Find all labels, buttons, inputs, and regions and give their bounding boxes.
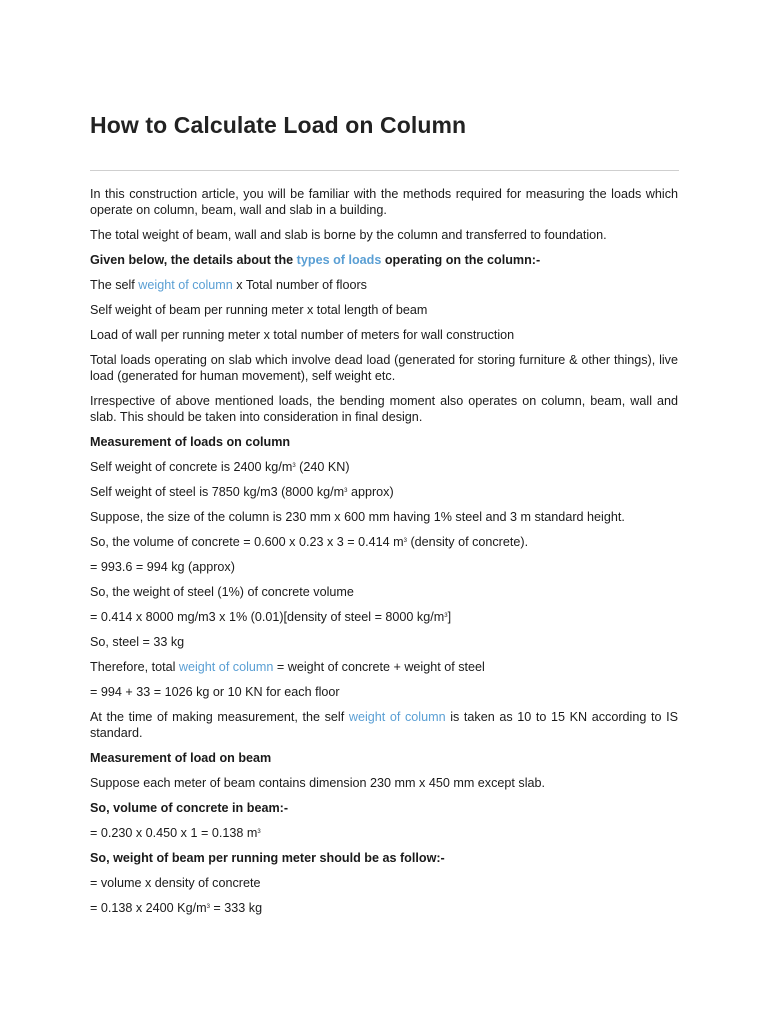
heading-beam-weight-per-meter: So, weight of beam per running meter should be as follow:- bbox=[90, 851, 445, 865]
paragraph-given-below: Given below, the details about the types of loads operating on the column:- bbox=[90, 253, 541, 267]
title-divider bbox=[90, 170, 679, 171]
heading-beam-concrete-volume: So, volume of concrete in beam:- bbox=[90, 801, 289, 815]
paragraph-wall-load: Load of wall per running meter x total number of meters for wall construction bbox=[90, 328, 515, 342]
heading-loads-on-column: Measurement of loads on column bbox=[90, 435, 291, 449]
link-weight-of-column-2[interactable]: weight of column bbox=[178, 660, 274, 674]
paragraph-total-weight: The total weight of beam, wall and slab is borne by the column and transferred to foundation. bbox=[90, 228, 607, 242]
paragraph-steel-calculation: = 0.414 x 8000 mg/m3 x 1% (0.01)[density of steel = 8000 $kg/m^3$] bbox=[90, 610, 452, 624]
paragraph-concrete-weight-result: = 993.6 = 994 kg (approx) bbox=[90, 560, 235, 574]
paragraph-bending-moment: Irrespective of above mentioned loads, the bending moment also operates on column, beam, wall and slab. This should be taken into consideration in final design. bbox=[90, 394, 678, 424]
paragraph-beam-volume-calc: = 0.230 x 0.450 x 1 = 0.138 $m^3$ bbox=[90, 826, 261, 840]
paragraph-total-column-weight: Therefore, total weight of column = weight of concrete + weight of steel bbox=[90, 660, 485, 674]
link-weight-of-column[interactable]: weight of column bbox=[138, 278, 233, 292]
paragraph-beam-weight-result: = 0.138 x 2400 $Kg/m^3 = 333$ kg bbox=[90, 901, 263, 915]
paragraph-steel-result: So, steel = 33 kg bbox=[90, 635, 185, 649]
paragraph-intro: In this construction article, you will be familiar with the methods required for measuring the loads which operate on column, beam, wall and slab in a building. bbox=[90, 187, 678, 217]
paragraph-per-floor-result: = 994 + 33 = 1026 kg or 10 KN for each floor bbox=[90, 685, 340, 699]
link-weight-of-column-3[interactable]: weight of column bbox=[348, 710, 446, 724]
paragraph-volume-times-density: = volume x density of concrete bbox=[90, 876, 261, 890]
article-title: How to Calculate Load on Column bbox=[90, 112, 467, 138]
paragraph-steel-weight-intro: So, the weight of steel (1%) of concrete volume bbox=[90, 585, 354, 599]
paragraph-self-weight-column: The self weight of column x Total number of floors bbox=[90, 278, 367, 292]
paragraph-steel-self-weight: Self weight of steel is 7850 kg/m3 (8000 $kg/m^3$ approx) bbox=[90, 485, 394, 499]
paragraph-concrete-volume: So, the volume of concrete = 0.600 x 0.23 x 3 = 0.414 $m^3$ (density of concrete). bbox=[90, 535, 529, 549]
paragraph-concrete-self-weight: Self weight of concrete is 2400 $kg/m^3$ (240 KN) bbox=[90, 460, 350, 474]
heading-load-on-beam: Measurement of load on beam bbox=[90, 751, 272, 765]
paragraph-beam-dimension: Suppose each meter of beam contains dimension 230 mm x 450 mm except slab. bbox=[90, 776, 546, 790]
paragraph-column-size: Suppose, the size of the column is 230 mm x 600 mm having 1% steel and 3 m standard height. bbox=[90, 510, 625, 524]
paragraph-beam-weight: Self weight of beam per running meter x total length of beam bbox=[90, 303, 428, 317]
paragraph-is-standard: At the time of making measurement, the self weight of column is taken as 10 to 15 KN according to IS standard. bbox=[90, 710, 678, 740]
paragraph-slab-loads: Total loads operating on slab which involve dead load (generated for storing furniture & other things), live load (generated for human movement), self weight etc. bbox=[90, 353, 678, 383]
article-body bbox=[90, 186, 678, 925]
link-types-of-loads[interactable]: types of loads bbox=[296, 253, 382, 267]
